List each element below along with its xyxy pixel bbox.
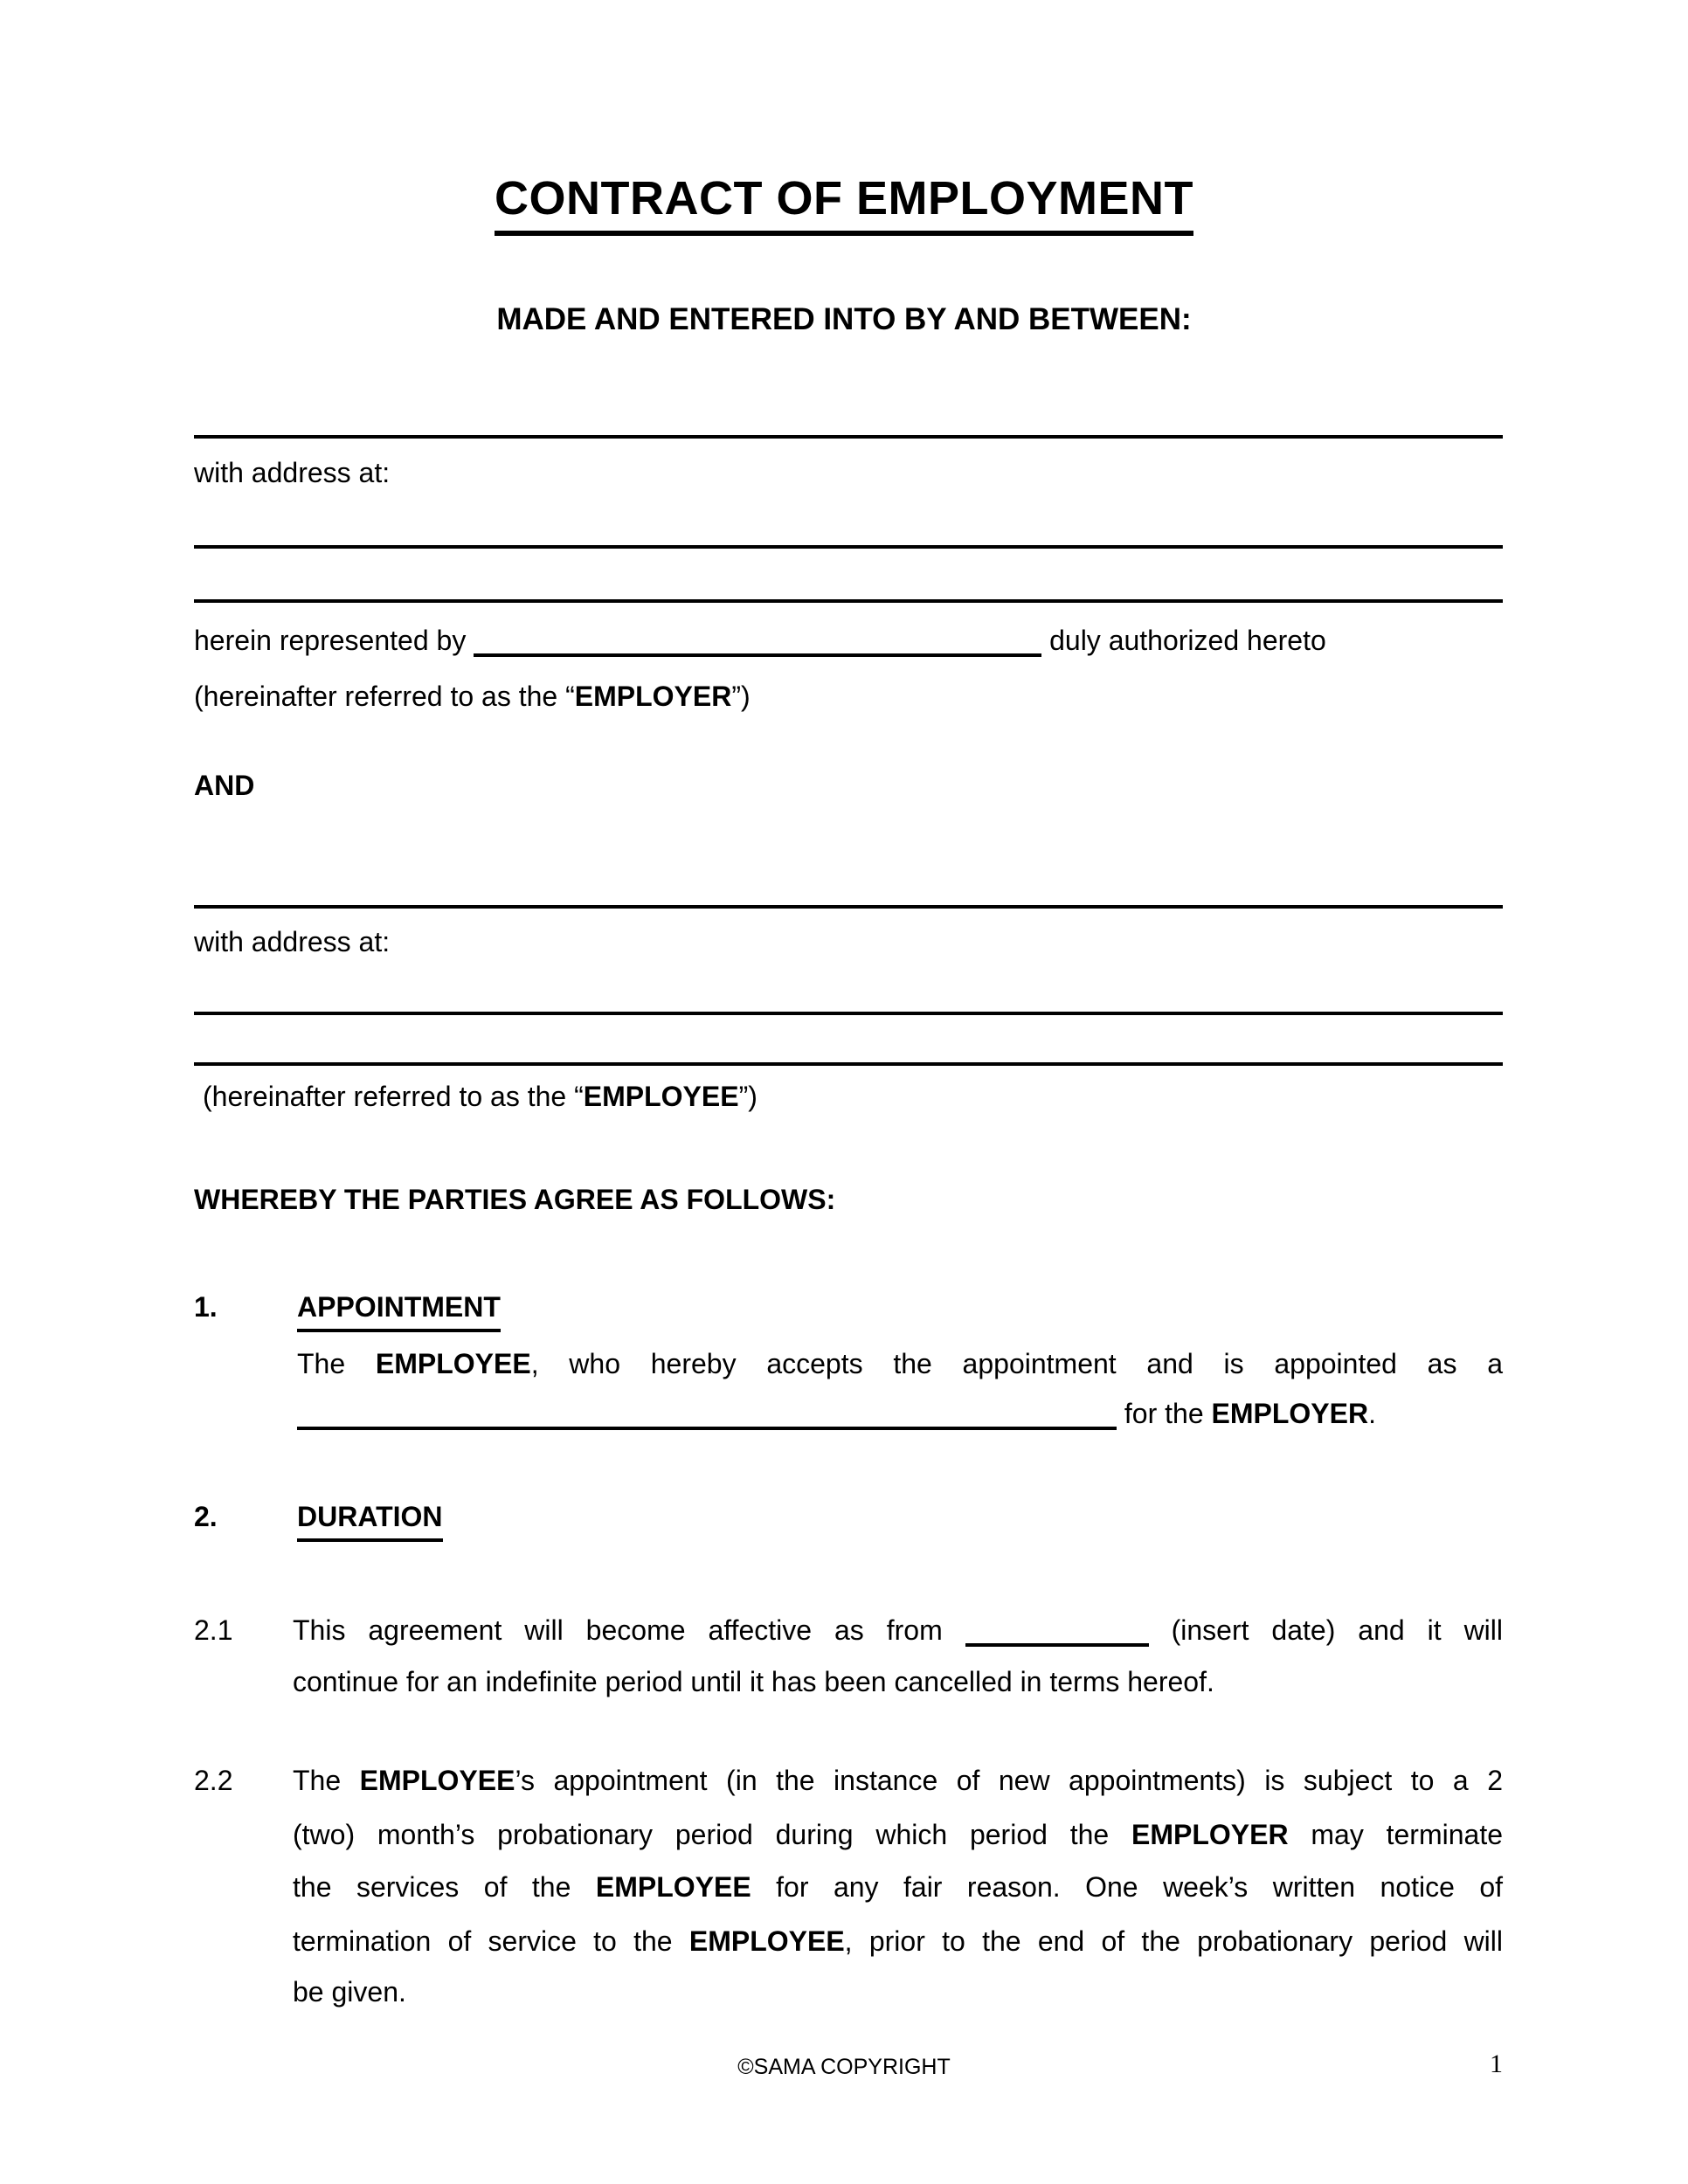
position-blank [297, 1400, 1117, 1430]
clause-2-2-seg-7: the services of the [293, 1871, 596, 1903]
clause-1-number: 1. [194, 1291, 218, 1323]
employee-ref-suffix: ”) [738, 1081, 758, 1112]
and-label: AND [194, 770, 255, 801]
clause-2-2-seg-5: EMPLOYER [1131, 1819, 1289, 1850]
clause-1-seg-5: EMPLOYER [1211, 1398, 1369, 1429]
employer-address-label: with address at: [194, 457, 391, 488]
footer-page-number: 1 [1490, 2049, 1503, 2078]
clause-2-number: 2. [194, 1501, 218, 1532]
employer-name-blank-line [194, 435, 1503, 439]
clause-2-2-number: 2.2 [194, 1765, 233, 1796]
clause-2-2-seg-3: ’s appointment (in the instance of new appointments) is subject to a 2 [515, 1765, 1504, 1796]
page-title: CONTRACT OF EMPLOYMENT [495, 171, 1193, 236]
employee-ref-name: EMPLOYEE [583, 1081, 739, 1112]
effective-date-blank [965, 1617, 1149, 1647]
clause-1-seg-6: . [1368, 1398, 1376, 1429]
clause-2-2-seg-1: The [293, 1765, 360, 1796]
employee-address-label: with address at: [194, 926, 391, 957]
title-row [0, 171, 1688, 236]
clause-2-2-line-3 [293, 1871, 1503, 1904]
employer-address-blank-line-1 [194, 545, 1503, 549]
clause-1-seg-3: , who hereby accepts the appointment and is appointed as a [530, 1348, 1504, 1379]
employee-address-blank-line-1 [194, 1012, 1503, 1015]
represented-by-prefix: herein represented by [194, 625, 474, 656]
footer-copyright: ©SAMA COPYRIGHT [737, 2055, 951, 2079]
clause-2-1-line-2: continue for an indefinite period until it has been cancelled in terms hereof. [293, 1666, 1214, 1697]
clause-2-2-line-4 [293, 1925, 1503, 1959]
employee-hereinafter-line [194, 1081, 758, 1114]
clause-1-text-line-2 [297, 1398, 1503, 1431]
subtitle: MADE AND ENTERED INTO BY AND BETWEEN: [496, 302, 1192, 336]
employer-address-blank-line-2 [194, 599, 1503, 603]
clause-2-2-seg-6: may terminate [1288, 1819, 1504, 1850]
clause-2-heading: DURATION [297, 1501, 443, 1542]
clause-2-2-line-1 [293, 1765, 1503, 1798]
employee-address-blank-line-2 [194, 1062, 1503, 1066]
employer-ref-suffix: ”) [731, 681, 751, 712]
clause-1-text-line-1 [297, 1348, 1503, 1381]
employee-name-blank-line [194, 905, 1503, 909]
clause-2-1-seg-2: (insert date) and it will [1148, 1614, 1504, 1646]
clause-2-2-seg-11: EMPLOYEE [688, 1925, 845, 1957]
clause-2-2-line-2 [293, 1819, 1503, 1852]
whereby-lead-in: WHEREBY THE PARTIES AGREE AS FOLLOWS: [194, 1184, 836, 1215]
clause-1-heading: APPOINTMENT [297, 1291, 501, 1332]
clause-2-2-seg-4: (two) month’s probationary period during which period the [293, 1819, 1131, 1850]
clause-2-heading-row [297, 1501, 443, 1542]
clause-1-seg-4: for the [1117, 1398, 1212, 1429]
clause-2-2-seg-12: , prior to the end of the probationary period will [844, 1925, 1504, 1957]
clause-1-seg-1: The [297, 1348, 376, 1379]
clause-2-2-seg-10: termination of service to the [293, 1925, 689, 1957]
clause-2-2-seg-8: EMPLOYEE [595, 1871, 751, 1903]
clause-2-1-line-1 [293, 1614, 1503, 1648]
represented-by-suffix: duly authorized hereto [1041, 625, 1326, 656]
clause-1-heading-row [297, 1291, 501, 1332]
clause-1-seg-2: EMPLOYEE [375, 1348, 531, 1379]
clause-2-1-seg-1: This agreement will become affective as from [293, 1614, 965, 1646]
employee-ref-prefix: (hereinafter referred to as the “ [203, 1081, 584, 1112]
clause-2-2-seg-9: for any fair reason. One week’s written notice of [751, 1871, 1504, 1903]
clause-2-1-number: 2.1 [194, 1614, 233, 1646]
employer-ref-prefix: (hereinafter referred to as the “ [194, 681, 575, 712]
clause-2-2-line-5: be given. [293, 1976, 406, 2008]
represented-by-line [194, 625, 1503, 658]
represented-by-blank [474, 627, 1041, 657]
employer-hereinafter-line [194, 681, 751, 714]
employer-ref-name: EMPLOYER [574, 681, 732, 712]
clause-2-2-seg-2: EMPLOYEE [359, 1765, 515, 1796]
